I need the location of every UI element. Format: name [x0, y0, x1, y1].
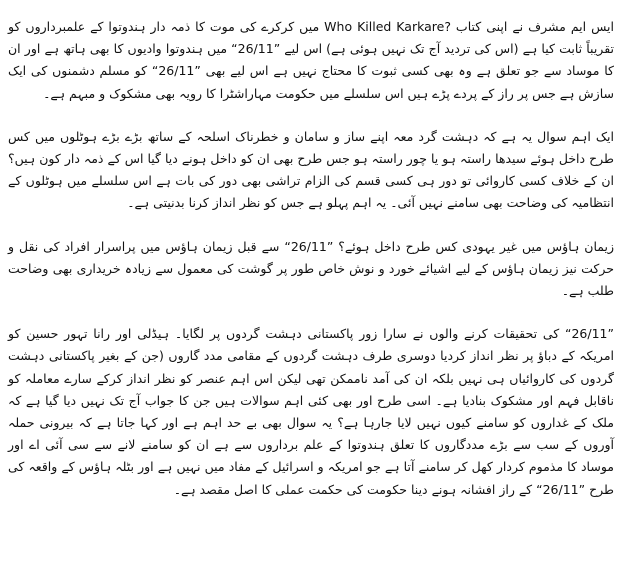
paragraph-3: زیمان ہاؤس میں غیر یہودی کس طرح داخل ہوئے؟ ”26/11“ سے قبل زیمان ہاؤس میں پراسرار افراد کی نقل و حرکت نیز زیمان ہاؤس کے لیے اشیائے خورد و نوش خاص طور پر گوشت کی معمول سے زیادہ خریداری بھی وضاحت طلب ہے۔	[8, 238, 615, 299]
paragraph-1: ایس ایم مشرف نے اپنی کتاب ?Who Killed Karkare میں کرکرے کی موت کا ذمہ دار ہندوتوا کے علمبرداروں کو تقریباً ثابت کیا ہے (اس کی تردید آج تک نہیں ہوئی ہے) اس لیے ”26/11“ میں ہندوتوا وادیوں کا بھی ہاتھ ہے اور ان کا موساد سے جو تعلق ہے وہ بھی کسی ثبوت کا محتاج نہیں ہے اس لیے بھی ”26/11“ کو مسلم دشمنوں کی ایک سازش ہے جس پر راز کے پردے پڑے ہیں اس سلسلے میں حکومت مہاراشٹرا کا رویہ بھی مشکوک و مبہم ہے۔	[8, 19, 614, 101]
paragraph-4: ”26/11“ کی تحقیقات کرنے والوں نے سارا زور پاکستانی دہشت گردوں پر لگایا۔ ہیڈلی اور رانا تہور حسین کو امریکہ کے دباؤ پر نظر انداز کردیا دوسری طرف دہشت گردوں کے مقامی مدد گاروں (جن کے بغیر پاکستانی دہشت گردوں کی کاروائیاں ہی نہیں بلکہ ان کی آمد ناممکن تھی لیکن اس اہم عنصر کو نظر انداز کرکے سارے معاملہ کو ناقابل فہم اور مشکوک بنادیا ہے۔ اسی طرح اور بھی کئی اہم سوالات ہیں جن کا جواب آج تک نہیں دیا گیا ہے کہ ملک کے غداروں کو سامنے کیوں نہیں لایا جارہا ہے؟ یہ سوال بھی بے حد اہم ہے اور کہا جاتا ہے کہ بیرونی حملہ آوروں کے سب سے بڑے مددگاروں کا تعلق ہندوتوا کے علم برداروں سے ہے ان کو سامنے لانے سے سی آئی اے اور موساد کا مذموم کردار کھل کر سامنے آتا ہے جو امریکہ و اسرائیل کے مفاد میں نہیں ہے اور بٹلہ ہاؤس کے واقعہ کی طرح ”26/11“ کے راز افشانہ ہونے دینا حکومت کی حکمت عملی کا اصل مقصد ہے۔	[8, 326, 614, 497]
paragraph-2: ایک اہم سوال یہ ہے کہ دہشت گرد معہ اپنے ساز و سامان و خطرناک اسلحہ کے ساتھ بڑے بڑے ہوٹلوں میں کس طرح داخل ہوئے سیدھا راستہ ہو یا چور راستہ ہو جس طرح بھی ان کو داخل ہونے دیا گیا اس کے ذمہ دار کون ہیں؟ ان کے خلاف کسی کاروائی تو دور ہی کسی قسم کی الزام تراشی بھی دور کی بات ہے اس سلسلے میں ہوٹلوں کے انتظامیہ کی وضاحت بھی سامنے نہیں آئی۔ یہ اہم پہلو ہے جس کو نظر انداز کرنا بدنیتی ہے۔	[8, 128, 614, 211]
